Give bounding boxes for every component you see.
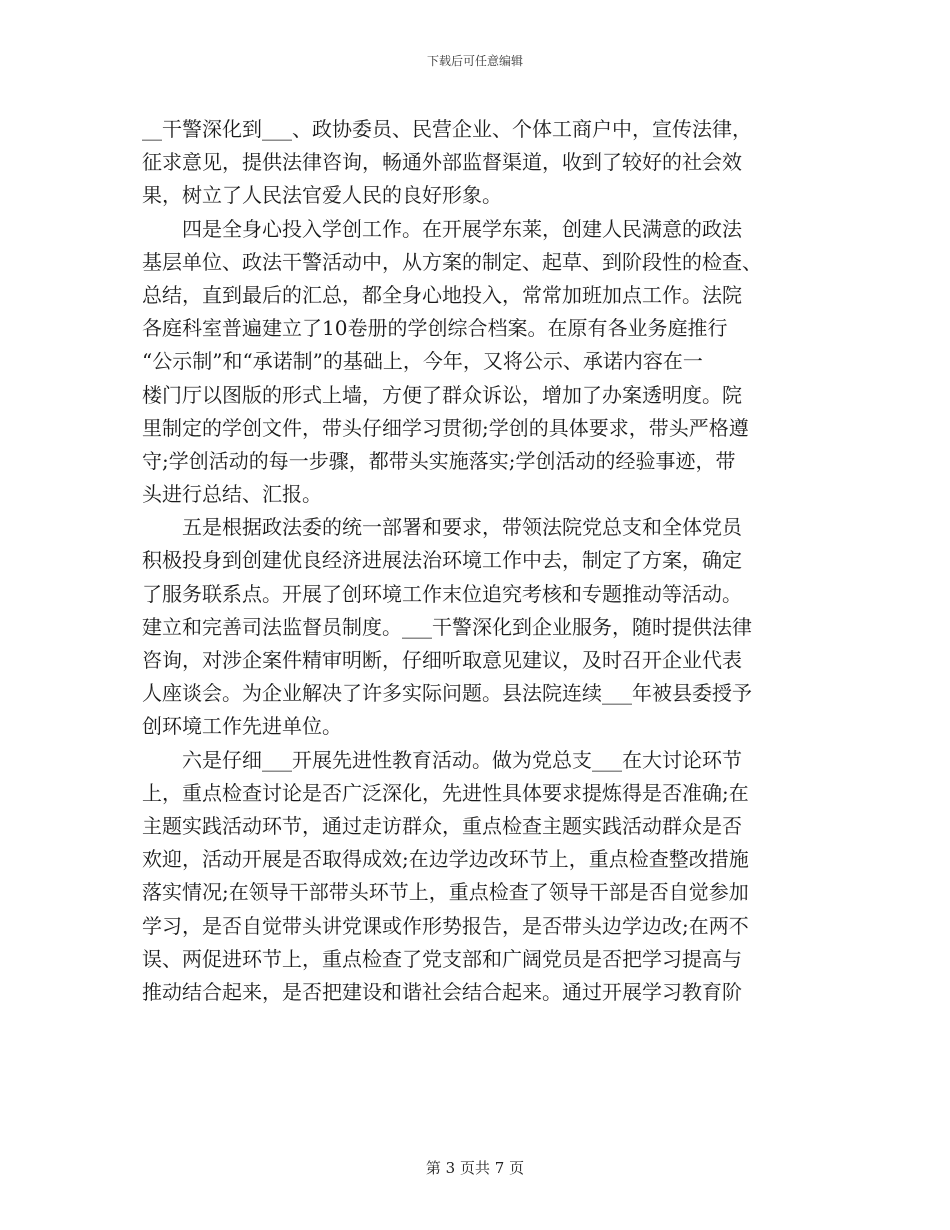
text-line: 人座谈会。为企业解决了许多实际问题。县法院连续___年被县委授予	[142, 681, 752, 706]
text-line: 楼门厅以图版的形式上墙，方便了群众诉讼，增加了办案透明度。院	[142, 382, 742, 407]
text-line: 咨询，对涉企案件精审明断，仔细听取意见建议，及时召开企业代表	[142, 648, 742, 672]
page-header: 下载后可任意编辑	[426, 54, 523, 68]
text-line: __干警深化到___、政协委员、民营企业、个体工商户中，宣传法律，	[142, 117, 752, 141]
text-line: 推动结合起来，是否把建设和谐社会结合起来。通过开展学习教育阶	[142, 979, 742, 1004]
text-line: 征求意见，提供法律咨询，畅通外部监督渠道，收到了较好的社会效	[142, 150, 742, 175]
text-line: 守;学创活动的每一步骤，都带头实施落实;学创活动的经验事迹，带	[142, 448, 736, 473]
page-footer: 第 3 页共 7 页	[425, 1159, 525, 1177]
text-line: 果，树立了人民法官爱人民的良好形象。	[142, 183, 502, 208]
text-line: 主题实践活动环节，通过走访群众，重点检查主题实践活动群众是否	[142, 813, 742, 838]
text-line: 各庭科室普遍建立了10卷册的学创综合档案。在原有各业务庭推行	[142, 316, 728, 341]
text-line: 创环境工作先进单位。	[142, 714, 342, 739]
document-body	[142, 113, 808, 1009]
text-line: 了服务联系点。开展了创环境工作末位追究考核和专题推动等活动。	[142, 581, 742, 606]
text-line: 落实情况;在领导干部带头环节上，重点检查了领导干部是否自觉参加	[142, 880, 749, 905]
text-line: 总结，直到最后的汇总，都全身心地投入，常常加班加点工作。法院	[142, 282, 742, 307]
paragraph-first-line: 六是仔细___开展先进性教育活动。做为党总支___在大讨论环节	[182, 747, 742, 772]
text-line: 里制定的学创文件，带头仔细学习贯彻;学创的具体要求，带头严格遵	[142, 415, 749, 440]
paragraph-first-line: 五是根据政法委的统一部署和要求，带领法院党总支和全体党员	[182, 515, 742, 540]
text-line: “公示制”和“承诺制”的基础上，今年，又将公示、承诺内容在一	[142, 349, 703, 374]
text-line: 上，重点检查讨论是否广泛深化，先进性具体要求提炼得是否准确;在	[142, 780, 749, 805]
text-line: 积极投身到创建优良经济进展法治环境工作中去，制定了方案，确定	[142, 548, 742, 573]
text-line: 头进行总结、汇报。	[142, 482, 322, 507]
paragraph-first-line: 四是全身心投入学创工作。在开展学东莱，创建人民满意的政法	[182, 216, 742, 241]
text-line: 建立和完善司法监督员制度。___干警深化到企业服务，随时提供法律	[142, 614, 752, 639]
text-line: 学习，是否自觉带头讲党课或作形势报告，是否带头边学边改;在两不	[142, 913, 749, 938]
text-line: 误、两促进环节上，重点检查了党支部和广阔党员是否把学习提高与	[142, 946, 742, 971]
text-line: 基层单位、政法干警活动中，从方案的制定、起草、到阶段性的检查、	[142, 249, 762, 274]
text-line: 欢迎，活动开展是否取得成效;在边学边改环节上，重点检查整改措施	[142, 847, 749, 872]
